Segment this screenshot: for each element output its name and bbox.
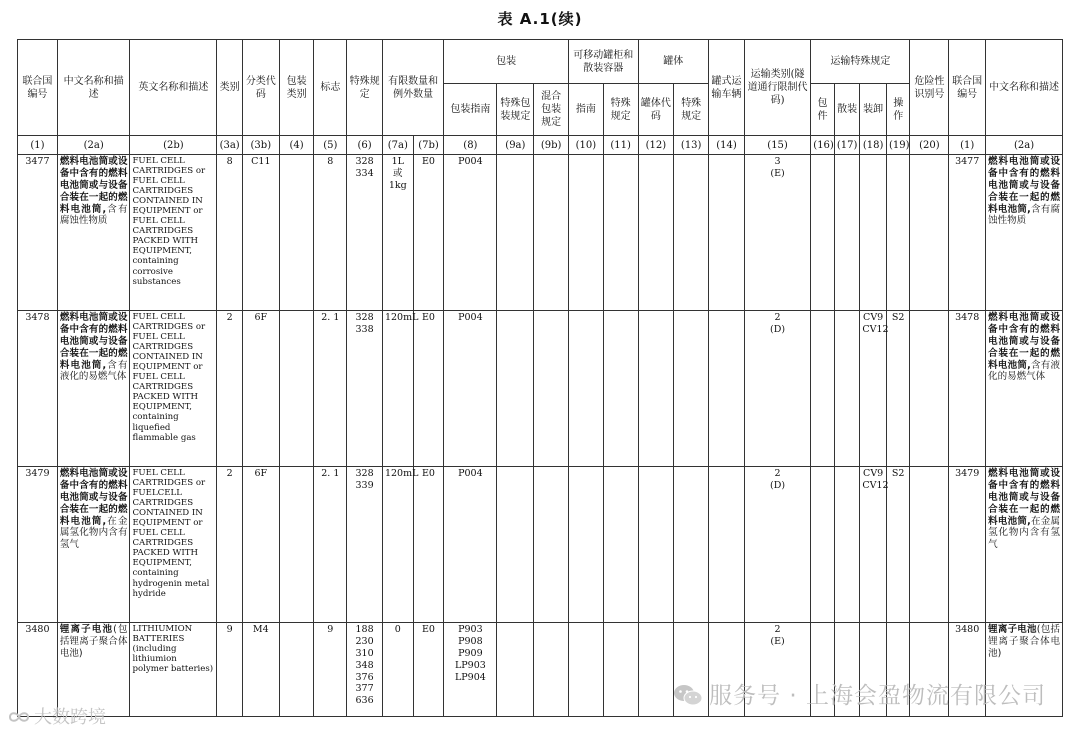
column-number: (4)	[279, 136, 314, 155]
empty-cell	[569, 155, 604, 311]
column-number-row	[18, 136, 1063, 155]
col-special-transport: 运输特殊规定	[811, 40, 910, 84]
empty-cell	[603, 311, 638, 467]
packing-group-value	[279, 467, 314, 623]
limited-qty-value: 0	[382, 623, 413, 717]
empty-cell	[709, 467, 745, 623]
class-code-value: 6F	[242, 467, 279, 623]
transport-category-value: 2 (D)	[744, 467, 810, 623]
operation-value: S2	[886, 311, 910, 467]
col-special-provisions: 特殊规定	[347, 40, 383, 136]
empty-cell	[497, 155, 534, 311]
chinese-name: 燃料电池筒或设备中含有的燃料电池筒或与设备合装在一起的燃料电池筒,含有腐蚀性物质	[57, 155, 130, 311]
un-number: 3480	[18, 623, 58, 717]
loading-value: CV9 CV12	[860, 467, 887, 623]
wechat-watermark: 服务号 · 上海会盈物流有限公司	[673, 677, 1046, 710]
column-number: (9b)	[534, 136, 569, 155]
chinese-name-right: 燃料电池筒或设备中含有的燃料电池筒或与设备合装在一起的燃料电池筒,含有腐蚀性物质	[986, 155, 1063, 311]
col-tank-special: 特殊规定	[674, 84, 709, 136]
excepted-qty-value: E0	[413, 311, 444, 467]
empty-cell	[638, 467, 674, 623]
english-name: LITHIUMION BATTERIES (including lithiumion polymer batteries)	[130, 623, 217, 717]
chinese-name-right: 燃料电池筒或设备中含有的燃料电池筒或与设备合装在一起的燃料电池筒,含有液化的易燃气体	[986, 311, 1063, 467]
column-number: (16)	[811, 136, 835, 155]
empty-cell	[811, 155, 835, 311]
empty-cell	[674, 467, 709, 623]
limited-qty-value: 120mL	[382, 467, 413, 623]
column-number: (7a)	[382, 136, 413, 155]
col-mixed-packing: 混合包装规定	[534, 84, 569, 136]
col-st-operation: 操作	[886, 84, 910, 136]
empty-cell	[638, 155, 674, 311]
chinese-name-right: 燃料电池筒或设备中含有的燃料电池筒或与设备合装在一起的燃料电池筒,在金属氢化物内含有氢气	[986, 467, 1063, 623]
class-value: 8	[217, 155, 243, 311]
dangerous-goods-table	[17, 39, 1063, 717]
un-number-right: 3477	[949, 155, 986, 311]
col-un-no-right: 联合国编号	[949, 40, 986, 136]
corner-watermark: 大数跨境	[8, 703, 106, 729]
brand-logo-icon	[8, 709, 30, 725]
column-number: (15)	[744, 136, 810, 155]
class-code-value: C11	[242, 155, 279, 311]
operation-value	[886, 155, 910, 311]
empty-cell	[603, 467, 638, 623]
column-number: (2b)	[130, 136, 217, 155]
col-st-package: 包件	[811, 84, 835, 136]
empty-cell	[674, 155, 709, 311]
transport-category-value: 3 (E)	[744, 155, 810, 311]
column-number: (1)	[949, 136, 986, 155]
empty-cell	[709, 311, 745, 467]
class-value: 9	[217, 623, 243, 717]
operation-value: S2	[886, 467, 910, 623]
class-code-value: M4	[242, 623, 279, 717]
excepted-qty-value: E0	[413, 623, 444, 717]
class-code-value: 6F	[242, 311, 279, 467]
empty-cell	[497, 623, 534, 717]
empty-cell	[834, 311, 860, 467]
un-number: 3478	[18, 311, 58, 467]
english-name: FUEL CELL CARTRIDGES or FUEL CELL CARTRIDGES CONTAINED IN EQUIPMENT or FUEL CELL CARTRIDGES PACKED WITH EQUIPMENT, containing corrosive substances	[130, 155, 217, 311]
limited-qty-value: 120mL	[382, 311, 413, 467]
packing-group-value	[279, 311, 314, 467]
column-number: (18)	[860, 136, 887, 155]
empty-cell	[534, 311, 569, 467]
excepted-qty-value: E0	[413, 155, 444, 311]
table-title: 表 A.1(续)	[497, 10, 583, 28]
empty-cell	[674, 311, 709, 467]
col-limited-qty: 有限数量和例外数量	[382, 40, 443, 136]
chinese-name: 锂离子电池(包括锂离子聚合体电池)	[57, 623, 130, 717]
column-number: (17)	[834, 136, 860, 155]
empty-cell	[834, 155, 860, 311]
col-class-code: 分类代码	[242, 40, 279, 136]
empty-cell	[497, 467, 534, 623]
empty-cell	[569, 467, 604, 623]
empty-cell	[534, 623, 569, 717]
column-number: (2a)	[986, 136, 1063, 155]
excepted-qty-value: E0	[413, 467, 444, 623]
label-value: 2. 1	[314, 311, 347, 467]
column-number: (19)	[886, 136, 910, 155]
un-number-right: 3478	[949, 311, 986, 467]
column-number: (7b)	[413, 136, 444, 155]
un-number: 3479	[18, 467, 58, 623]
col-un-no: 联合国编号	[18, 40, 58, 136]
col-name-cn-right: 中文名称和描述	[986, 40, 1063, 136]
english-name: FUEL CELL CARTRIDGES or FUEL CELL CARTRIDGES CONTAINED IN EQUIPMENT or FUEL CELL CARTRIDGES PACKED WITH EQUIPMENT, containing liquefied flammable gas	[130, 311, 217, 467]
label-value: 2. 1	[314, 467, 347, 623]
column-number: (3a)	[217, 136, 243, 155]
chinese-name: 燃料电池筒或设备中含有的燃料电池筒或与设备合装在一起的燃料电池筒,在金属氢化物内含有氢气	[57, 467, 130, 623]
col-class: 类别	[217, 40, 243, 136]
column-number: (14)	[709, 136, 745, 155]
special-provisions-value: 188 230 310 348 376 377 636	[347, 623, 383, 717]
column-number: (13)	[674, 136, 709, 155]
col-pt-instr: 指南	[569, 84, 604, 136]
empty-cell	[811, 311, 835, 467]
empty-cell	[638, 311, 674, 467]
col-transport-cat: 运输类别(隧道通行限制代码)	[744, 40, 810, 136]
column-number: (8)	[444, 136, 497, 155]
column-number: (9a)	[497, 136, 534, 155]
col-packing-group: 包装类别	[279, 40, 314, 136]
col-st-bulk: 散装	[834, 84, 860, 136]
col-special-packing: 特殊包装规定	[497, 84, 534, 136]
empty-cell	[603, 155, 638, 311]
table-row	[18, 467, 1063, 623]
english-name: FUEL CELL CARTRIDGES or FUELCELL CARTRIDGES CONTAINED IN EQUIPMENT or FUEL CELL CARTRIDGES PACKED WITH EQUIPMENT, containing hydrogenin metal hydride	[130, 467, 217, 623]
empty-cell	[569, 311, 604, 467]
column-number: (6)	[347, 136, 383, 155]
empty-cell	[638, 623, 674, 717]
packing-instr-value: P903 P908 P909 LP903 LP904	[444, 623, 497, 717]
col-name-en: 英文名称和描述	[130, 40, 217, 136]
column-number: (10)	[569, 136, 604, 155]
column-number: (12)	[638, 136, 674, 155]
col-packaging: 包装	[444, 40, 569, 84]
empty-cell	[910, 311, 949, 467]
column-number: (1)	[18, 136, 58, 155]
class-value: 2	[217, 311, 243, 467]
empty-cell	[834, 467, 860, 623]
chinese-name: 燃料电池筒或设备中含有的燃料电池筒或与设备合装在一起的燃料电池筒,含有液化的易燃气体	[57, 311, 130, 467]
col-pt-special: 特殊规定	[603, 84, 638, 136]
empty-cell	[709, 155, 745, 311]
un-number: 3477	[18, 155, 58, 311]
table-row	[18, 155, 1063, 311]
col-portable-tanks: 可移动罐柜和散装容器	[569, 40, 639, 84]
packing-instr-value: P004	[444, 155, 497, 311]
column-number: (2a)	[57, 136, 130, 155]
col-st-loading: 装卸	[860, 84, 887, 136]
special-provisions-value: 328 338	[347, 311, 383, 467]
empty-cell	[534, 467, 569, 623]
loading-value	[860, 155, 887, 311]
col-packing-instr: 包装指南	[444, 84, 497, 136]
col-name-cn: 中文名称和描述	[57, 40, 130, 136]
loading-value: CV9 CV12	[860, 311, 887, 467]
col-hazard-id: 危险性识别号	[910, 40, 949, 136]
packing-group-value	[279, 623, 314, 717]
empty-cell	[811, 467, 835, 623]
special-provisions-value: 328 339	[347, 467, 383, 623]
un-number-right: 3480	[949, 623, 986, 717]
chinese-name-right: 锂离子电池(包括锂离子聚合体电池)	[986, 623, 1063, 717]
class-value: 2	[217, 467, 243, 623]
empty-cell	[569, 623, 604, 717]
empty-cell	[910, 467, 949, 623]
label-value: 9	[314, 623, 347, 717]
wechat-icon	[673, 684, 703, 706]
un-number-right: 3479	[949, 467, 986, 623]
packing-instr-value: P004	[444, 467, 497, 623]
column-number: (3b)	[242, 136, 279, 155]
packing-instr-value: P004	[444, 311, 497, 467]
column-number: (11)	[603, 136, 638, 155]
transport-category-value: 2 (E)	[744, 623, 810, 717]
transport-category-value: 2 (D)	[744, 311, 810, 467]
empty-cell	[603, 623, 638, 717]
empty-cell	[534, 155, 569, 311]
label-value: 8	[314, 155, 347, 311]
limited-qty-value: 1L 或 1kg	[382, 155, 413, 311]
col-tank-vehicle: 罐式运输车辆	[709, 40, 745, 136]
column-number: (20)	[910, 136, 949, 155]
col-tanks: 罐体	[638, 40, 709, 84]
table-row	[18, 311, 1063, 467]
column-number: (5)	[314, 136, 347, 155]
empty-cell	[497, 311, 534, 467]
empty-cell	[910, 155, 949, 311]
col-tank-code: 罐体代码	[638, 84, 674, 136]
packing-group-value	[279, 155, 314, 311]
header-row-1	[18, 40, 1063, 84]
col-label: 标志	[314, 40, 347, 136]
special-provisions-value: 328 334	[347, 155, 383, 311]
